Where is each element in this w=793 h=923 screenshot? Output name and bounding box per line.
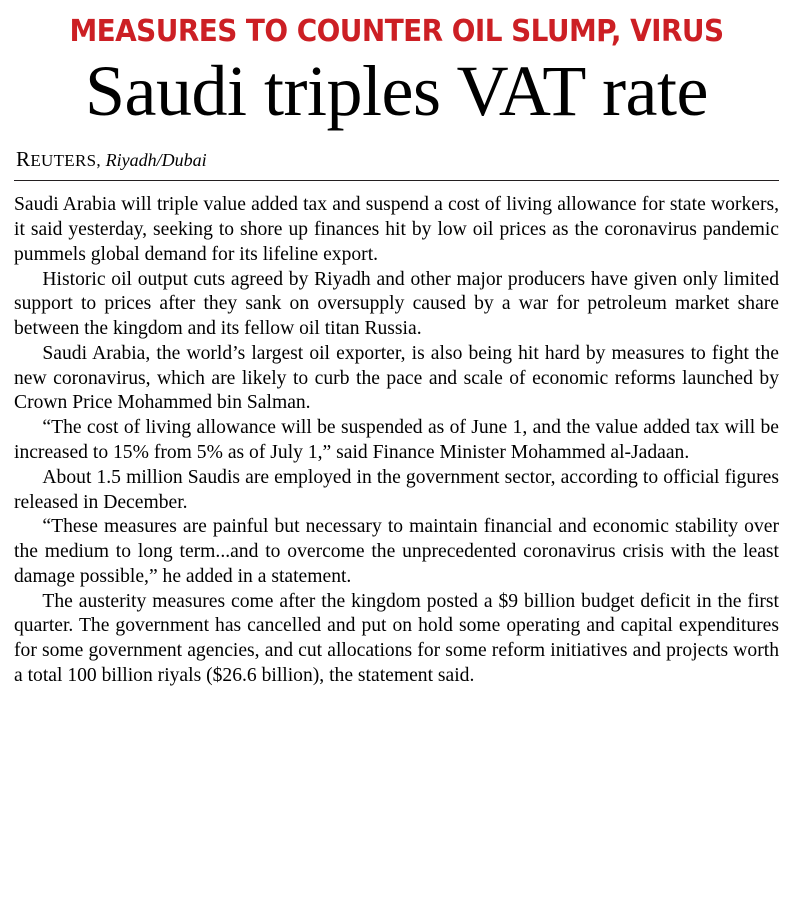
byline-agency-rest: EUTERS, <box>30 151 101 171</box>
article-paragraph: About 1.5 million Saudis are employed in the government sector, according to official figures released in December. <box>14 466 779 513</box>
byline-dateline: Riyadh/Dubai <box>105 150 207 171</box>
article-paragraph: Saudi Arabia, the world’s largest oil exporter, is also being hit hard by measures to fight the new coronavirus, which are likely to curb the pace and scale of economic reforms launched by Crown Price Mohammed bin Salman. <box>14 342 779 414</box>
byline <box>16 149 779 170</box>
byline-agency <box>16 147 101 172</box>
article-body <box>14 193 779 689</box>
byline-agency-initial: R <box>16 147 31 172</box>
page-title: Saudi triples VAT rate <box>85 51 708 132</box>
article-paragraph: Saudi Arabia will triple value added tax and suspend a cost of living allowance for state workers, it said yesterday, seeking to shore up finances hit by low oil prices as the coronavirus pandemic pummels global demand for its lifeline export. <box>14 194 779 265</box>
article-paragraph: “These measures are painful but necessary to maintain financial and economic stability over the medium to long term...and to overcome the unprecedented coronavirus crisis with the least damage possible,” he added in a statement. <box>14 516 779 587</box>
article-paragraph: “The cost of living allowance will be suspended as of June 1, and the value added tax will be increased to 15% from 5% as of July 1,” said Finance Minister Mohammed al-Jadaan. <box>14 417 779 463</box>
article-paragraph: The austerity measures come after the kingdom posted a $9 billion budget deficit in the first quarter. The government has cancelled and put on hold some operating and capital expenditures for some government agencies, and cut allocations for some reform initiatives and projects worth a total 100 billion riyals ($26.6 billion), the statement said. <box>14 590 779 687</box>
byline-divider <box>14 180 779 181</box>
article-paragraph: Historic oil output cuts agreed by Riyadh and other major producers have given only limited support to prices after they sank on oversupply caused by a war for petroleum market share between the kingdom and its fellow oil titan Russia. <box>14 268 779 340</box>
article-kicker: MEASURES TO COUNTER OIL SLUMP, VIRUS <box>69 14 724 49</box>
